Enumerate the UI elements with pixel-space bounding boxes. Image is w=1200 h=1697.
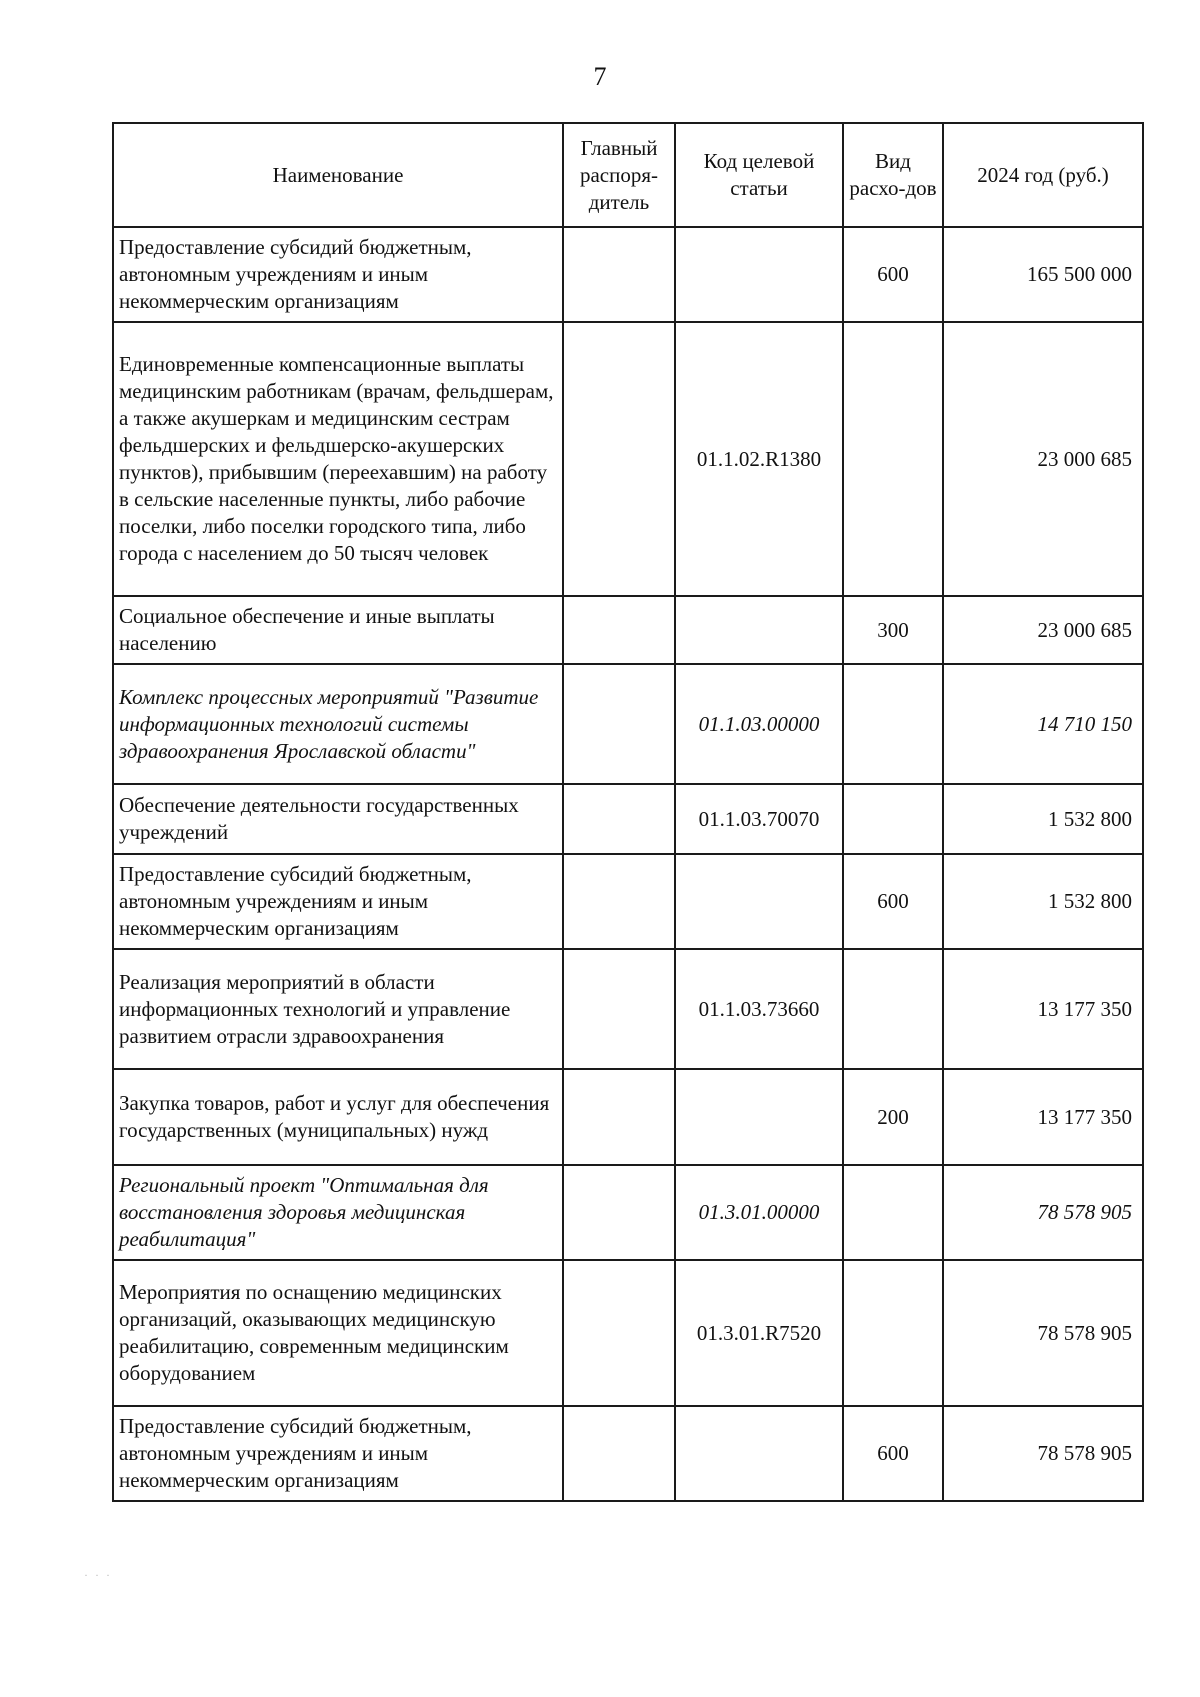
cell-code	[675, 854, 843, 949]
cell-code: 01.3.01.R7520	[675, 1260, 843, 1406]
table-body	[113, 227, 1143, 1501]
cell-amount: 13 177 350	[943, 1069, 1143, 1165]
cell-admin	[563, 664, 675, 784]
cell-name: Предоставление субсидий бюджетным, автономным учреждениям и иным некоммерческим организациям	[113, 854, 563, 949]
cell-amount: 23 000 685	[943, 322, 1143, 596]
cell-admin	[563, 1260, 675, 1406]
cell-name: Реализация мероприятий в области информационных технологий и управление развитием отрасли здравоохранения	[113, 949, 563, 1069]
table-row	[113, 784, 1143, 854]
table-row	[113, 1406, 1143, 1501]
header-amount-text: 2024 год (руб.)	[977, 162, 1109, 187]
cell-name: Региональный проект "Оптимальная для восстановления здоровья медицинская реабилитация"	[113, 1165, 563, 1260]
cell-name: Мероприятия по оснащению медицинских организаций, оказывающих медицинскую реабилитацию, современным медицинским оборудованием	[113, 1260, 563, 1406]
cell-name: Единовременные компенсационные выплаты медицинским работникам (врачам, фельдшерам, а также акушеркам и медицинским сестрам фельдшерских и фельдшерско-акушерских пунктов), прибывшим (переехавшим) на работу в сельские населенные пункты, либо рабочие поселки, либо поселки городского типа, либо города с населением до 50 тысяч человек	[113, 322, 563, 596]
cell-name: Комплекс процессных мероприятий "Развитие информационных технологий системы здравоохранения Ярославской области"	[113, 664, 563, 784]
header-name	[113, 123, 563, 227]
cell-code: 01.1.03.00000	[675, 664, 843, 784]
table-row	[113, 664, 1143, 784]
scan-artifact: · · ·	[84, 1568, 112, 1582]
cell-code: 01.1.03.73660	[675, 949, 843, 1069]
table-row	[113, 596, 1143, 664]
cell-amount: 78 578 905	[943, 1260, 1143, 1406]
cell-admin	[563, 1069, 675, 1165]
cell-name: Закупка товаров, работ и услуг для обеспечения государственных (муниципальных) нужд	[113, 1069, 563, 1165]
cell-admin	[563, 949, 675, 1069]
table-row	[113, 1165, 1143, 1260]
cell-kind: 600	[843, 854, 943, 949]
cell-amount: 23 000 685	[943, 596, 1143, 664]
cell-code: 01.1.03.70070	[675, 784, 843, 854]
cell-admin	[563, 227, 675, 322]
cell-code: 01.1.02.R1380	[675, 322, 843, 596]
header-admin	[563, 123, 675, 227]
header-code-text: Код целевой статьи	[703, 149, 815, 200]
cell-amount: 165 500 000	[943, 227, 1143, 322]
cell-name: Предоставление субсидий бюджетным, автономным учреждениям и иным некоммерческим организациям	[113, 227, 563, 322]
cell-amount: 14 710 150	[943, 664, 1143, 784]
cell-amount: 78 578 905	[943, 1165, 1143, 1260]
cell-kind	[843, 784, 943, 854]
header-name-text: Наименование	[272, 162, 404, 187]
table-row	[113, 322, 1143, 596]
cell-admin	[563, 1165, 675, 1260]
cell-amount: 78 578 905	[943, 1406, 1143, 1501]
table-header-row	[113, 123, 1143, 227]
header-amount	[943, 123, 1143, 227]
cell-amount: 1 532 800	[943, 784, 1143, 854]
header-kind	[843, 123, 943, 227]
cell-name: Социальное обеспечение и иные выплаты населению	[113, 596, 563, 664]
table-row	[113, 1069, 1143, 1165]
cell-kind: 600	[843, 227, 943, 322]
table-row	[113, 949, 1143, 1069]
cell-code	[675, 1406, 843, 1501]
cell-kind	[843, 949, 943, 1069]
cell-kind	[843, 1260, 943, 1406]
cell-kind	[843, 1165, 943, 1260]
cell-code	[675, 1069, 843, 1165]
cell-name: Обеспечение деятельности государственных учреждений	[113, 784, 563, 854]
cell-kind: 300	[843, 596, 943, 664]
cell-kind: 600	[843, 1406, 943, 1501]
budget-table	[112, 122, 1144, 1502]
page-number: 7	[593, 62, 607, 91]
cell-kind	[843, 322, 943, 596]
header-kind-text: Вид расхо-дов	[849, 149, 937, 200]
cell-amount: 13 177 350	[943, 949, 1143, 1069]
cell-code: 01.3.01.00000	[675, 1165, 843, 1260]
cell-kind	[843, 664, 943, 784]
cell-name: Предоставление субсидий бюджетным, автономным учреждениям и иным некоммерческим организациям	[113, 1406, 563, 1501]
table-row	[113, 854, 1143, 949]
cell-kind: 200	[843, 1069, 943, 1165]
header-admin-text: Главный распоря-дитель	[579, 135, 659, 214]
cell-admin	[563, 322, 675, 596]
cell-code	[675, 596, 843, 664]
table-row	[113, 1260, 1143, 1406]
cell-admin	[563, 1406, 675, 1501]
cell-code	[675, 227, 843, 322]
header-code	[675, 123, 843, 227]
cell-admin	[563, 854, 675, 949]
table-row	[113, 227, 1143, 322]
cell-admin	[563, 596, 675, 664]
cell-admin	[563, 784, 675, 854]
cell-amount: 1 532 800	[943, 854, 1143, 949]
